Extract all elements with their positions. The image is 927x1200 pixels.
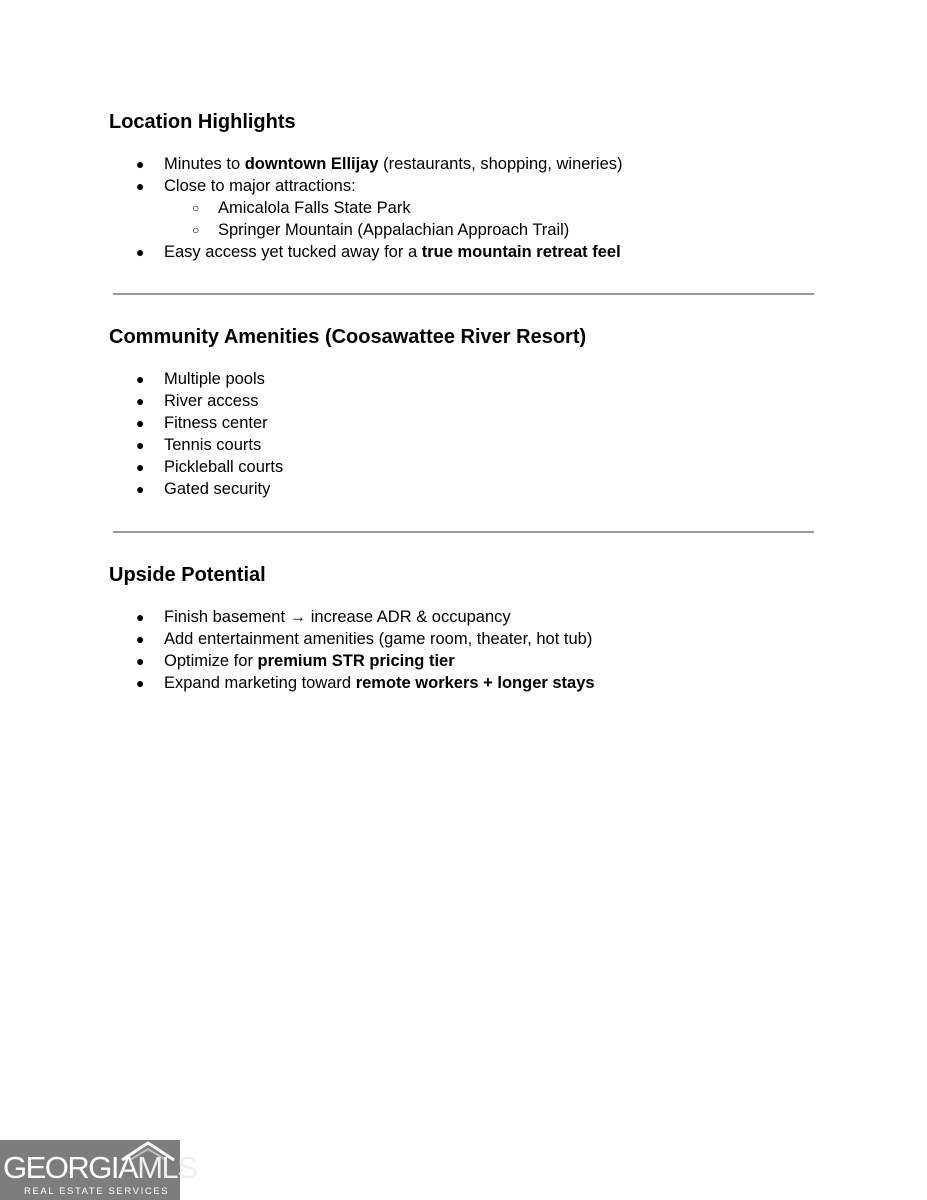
logo-brand-right: MLS bbox=[137, 1150, 197, 1185]
item-text: Amicalola Falls State Park bbox=[218, 199, 411, 217]
logo-wordmark bbox=[3, 1150, 196, 1186]
item-text: Finish basement → increase ADR & occupancy bbox=[164, 608, 511, 626]
logo-brand-left: GEORGIA bbox=[3, 1150, 138, 1185]
sub-list-item bbox=[164, 197, 819, 219]
item-text: Close to major attractions: bbox=[164, 177, 356, 195]
section-upside-potential bbox=[109, 563, 819, 694]
section-heading: Upside Potential bbox=[109, 564, 266, 586]
bullet-icon: ● bbox=[136, 631, 145, 647]
bullet-icon: ● bbox=[136, 437, 145, 453]
section-heading: Community Amenities (Coosawattee River Resort) bbox=[109, 326, 587, 348]
bullet-icon: ● bbox=[136, 371, 145, 387]
item-text: Minutes to bbox=[164, 155, 245, 173]
section-location-highlights bbox=[109, 110, 819, 263]
list-item bbox=[109, 412, 819, 434]
bullet-icon: ● bbox=[136, 415, 145, 431]
section-divider bbox=[113, 293, 814, 295]
item-text: Add entertainment amenities (game room, theater, hot tub) bbox=[164, 630, 593, 648]
bullet-list bbox=[109, 368, 819, 500]
item-text: Optimize for bbox=[164, 652, 258, 670]
bullet-icon: ● bbox=[136, 156, 145, 172]
section-community-amenities bbox=[109, 325, 819, 500]
list-item bbox=[109, 434, 819, 456]
item-text: Pickleball courts bbox=[164, 458, 284, 476]
sub-bullet-list bbox=[164, 197, 819, 241]
list-item bbox=[109, 650, 819, 672]
item-bold-text: premium STR pricing tier bbox=[257, 652, 455, 670]
logo-tagline: REAL ESTATE SERVICES bbox=[24, 1186, 170, 1197]
item-text: Easy access yet tucked away for a bbox=[164, 243, 422, 261]
bullet-icon: ● bbox=[136, 178, 145, 194]
list-item bbox=[109, 241, 819, 263]
item-text: (restaurants, shopping, wineries) bbox=[378, 155, 623, 173]
item-text: Multiple pools bbox=[164, 370, 265, 388]
bullet-icon: ● bbox=[136, 675, 145, 691]
georgia-mls-logo bbox=[0, 1140, 197, 1200]
bullet-icon: ● bbox=[136, 244, 145, 260]
bullet-icon: ● bbox=[136, 481, 145, 497]
sub-list-item bbox=[164, 219, 819, 241]
item-text: Springer Mountain (Appalachian Approach Trail) bbox=[218, 221, 570, 239]
list-item bbox=[109, 628, 819, 650]
sub-list-container bbox=[109, 197, 819, 241]
list-item bbox=[109, 175, 819, 197]
list-item bbox=[109, 672, 819, 694]
item-text: Expand marketing toward bbox=[164, 674, 356, 692]
item-bold-text: downtown Ellijay bbox=[244, 155, 379, 173]
item-text: Gated security bbox=[164, 480, 271, 498]
bullet-list bbox=[109, 153, 819, 263]
item-text: River access bbox=[164, 392, 259, 410]
sub-bullet-icon: ○ bbox=[192, 223, 200, 237]
section-heading: Location Highlights bbox=[109, 111, 296, 133]
item-text: Tennis courts bbox=[164, 436, 262, 454]
sub-bullet-icon: ○ bbox=[192, 201, 200, 215]
bullet-icon: ● bbox=[136, 459, 145, 475]
bullet-list bbox=[109, 606, 819, 694]
bullet-icon: ● bbox=[136, 653, 145, 669]
bullet-icon: ● bbox=[136, 393, 145, 409]
section-divider bbox=[113, 531, 814, 533]
list-item bbox=[109, 390, 819, 412]
item-bold-text: remote workers + longer stays bbox=[355, 674, 595, 692]
list-item bbox=[109, 478, 819, 500]
list-item bbox=[109, 456, 819, 478]
list-item bbox=[109, 153, 819, 175]
list-item bbox=[109, 606, 819, 628]
bullet-icon: ● bbox=[136, 609, 145, 625]
item-text: Fitness center bbox=[164, 414, 268, 432]
item-bold-text: true mountain retreat feel bbox=[421, 243, 621, 261]
list-item bbox=[109, 368, 819, 390]
